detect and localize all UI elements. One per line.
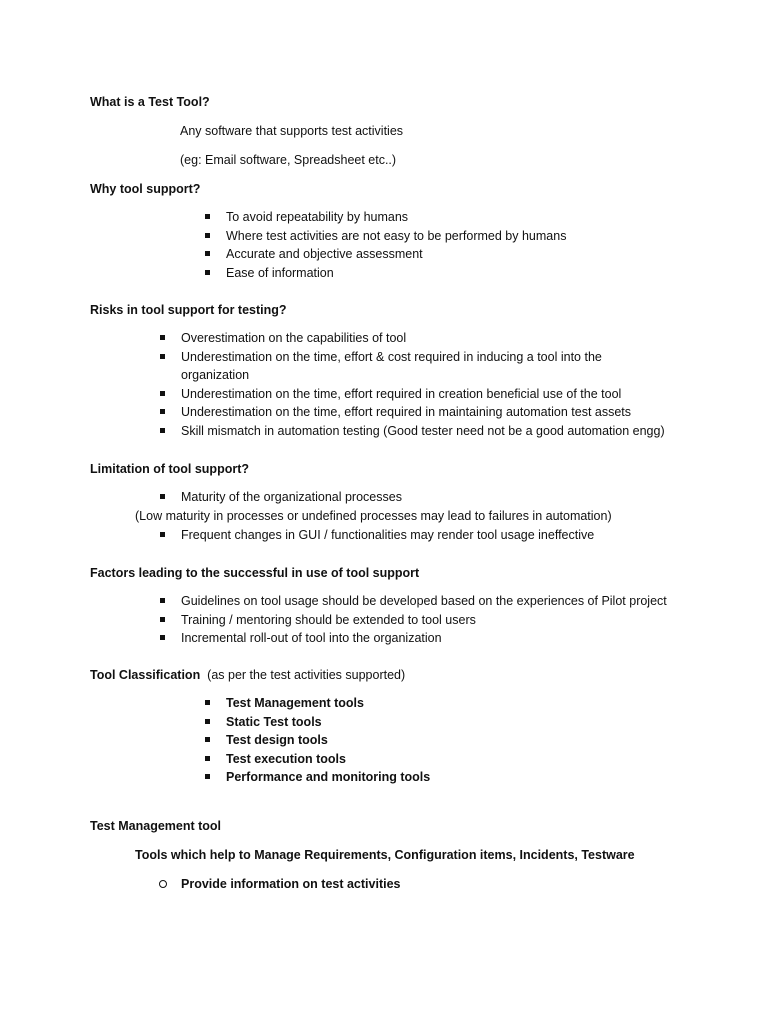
list-item: Frequent changes in GUI / functionalities may render tool usage ineffective (158, 526, 594, 545)
list-item: Guidelines on tool usage should be developed based on the experiences of Pilot project (158, 592, 667, 611)
definition-line: Any software that supports test activities (180, 124, 404, 138)
tool-classification-note: (as per the test activities supported) (207, 668, 406, 682)
limitation-list-2 (158, 526, 594, 545)
list-item: Maturity of the organizational processes (158, 488, 402, 507)
heading-tool-classification: Tool Classification (90, 668, 201, 682)
list-item (158, 348, 665, 385)
risks-list (158, 329, 665, 441)
list-item: To avoid repeatability by humans (203, 208, 566, 227)
list-item: Test execution tools (203, 750, 430, 769)
heading-factors: Factors leading to the successful in use of tool support (90, 566, 420, 580)
list-item: Where test activities are not easy to be performed by humans (203, 227, 566, 246)
test-management-description: Tools which help to Manage Requirements, Configuration items, Incidents, Testware (135, 848, 635, 862)
limitation-list-1 (158, 488, 402, 507)
list-item: Underestimation on the time, effort required in creation beneficial use of the tool (158, 385, 665, 404)
list-item: Overestimation on the capabilities of tool (158, 329, 665, 348)
heading-what-is-test-tool: What is a Test Tool? (90, 95, 210, 109)
list-item-line: Underestimation on the time, effort & cost required in inducing a tool into the (181, 349, 602, 364)
list-item: Accurate and objective assessment (203, 245, 566, 264)
tool-classification-heading-row (90, 666, 405, 685)
list-item-line: organization (181, 368, 250, 383)
list-item: Underestimation on the time, effort required in maintaining automation test assets (158, 403, 665, 422)
heading-why-tool-support: Why tool support? (90, 182, 201, 196)
heading-limitation: Limitation of tool support? (90, 462, 249, 476)
tool-classification-list (203, 694, 430, 787)
list-item: Skill mismatch in automation testing (Good tester need not be a good automation engg) (158, 422, 665, 441)
why-tool-support-list (203, 208, 566, 282)
list-item: Static Test tools (203, 713, 430, 732)
heading-risks: Risks in tool support for testing? (90, 303, 287, 317)
limitation-note: (Low maturity in processes or undefined processes may lead to failures in automation) (135, 509, 612, 523)
list-item: Incremental roll-out of tool into the organization (158, 629, 667, 648)
test-management-list (159, 875, 401, 894)
factors-list (158, 592, 667, 648)
list-item: Training / mentoring should be extended to tool users (158, 611, 667, 630)
list-item: Ease of information (203, 264, 566, 283)
example-line: (eg: Email software, Spreadsheet etc..) (180, 153, 397, 167)
list-item: Performance and monitoring tools (203, 768, 430, 787)
list-item: Provide information on test activities (159, 875, 401, 894)
list-item: Test Management tools (203, 694, 430, 713)
list-item: Test design tools (203, 731, 430, 750)
heading-test-management-tool: Test Management tool (90, 819, 222, 833)
